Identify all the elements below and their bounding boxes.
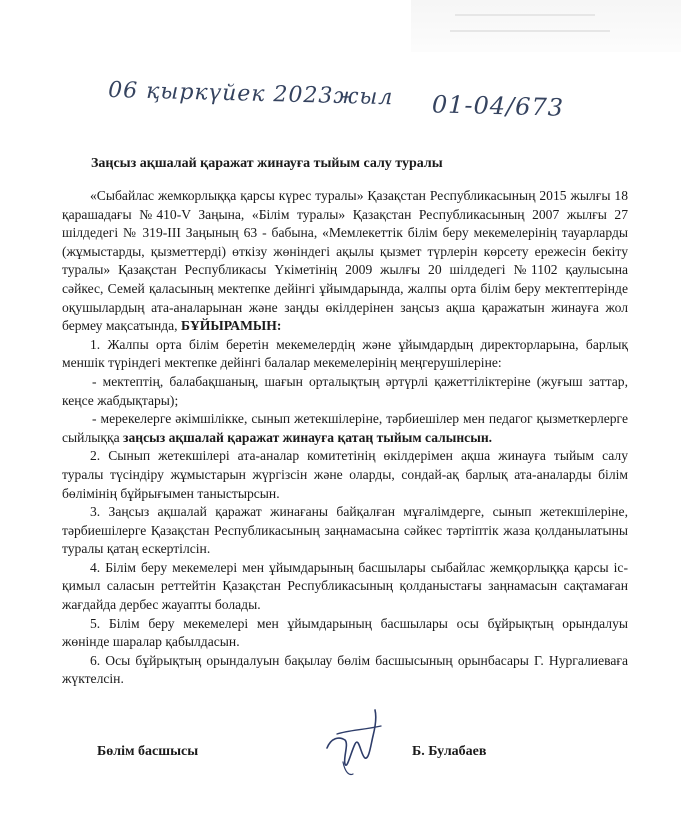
dash-item-1: - мектептің, балабақшаның, шағын орталықтың әртүрлі қажеттіліктеріне (жуғыш заттар, кеңсе жабдықтары); — [62, 373, 628, 408]
handwritten-number: 01-04/673 — [431, 90, 565, 122]
dash-item-2 — [62, 410, 628, 447]
handwritten-registration — [107, 72, 578, 130]
item-6: 6. Осы бұйрықтың орындалуын бақылау бөлім басшысының орынбасары Г. Нургалиеваға жүктелсін. — [62, 652, 628, 687]
scan-mark — [450, 30, 610, 32]
signatory-position: Бөлім басшысы — [97, 744, 199, 759]
preamble-paragraph — [62, 187, 628, 336]
dash-item-2-text: - мерекелерге әкімшілікке, сынып жетекшілеріне, тәрбиешілер мен педагог қызметкерлерге сыйлыққа — [62, 411, 628, 445]
order-word: БҰЙЫРАМЫН: — [181, 318, 282, 334]
signatory-name: Б. Булабаев — [412, 744, 487, 759]
item-5: 5. Білім беру мекемелері мен ұйымдарының басшылары осы бұйрықтың орындалуы жөнінде шаралар қабылдасын. — [62, 615, 628, 650]
handwritten-date: 06 қыркүйек 2023жыл — [107, 77, 394, 111]
item-4: 4. Білім беру мекемелері мен ұйымдарының басшылары сыбайлас жемқорлыққа қарсы іс-қимыл саласын реттейтін Қазақстан Республикасының қолданыстағы заңнамасын сақтамаған жағдайда дербес жауапты болады. — [62, 559, 628, 613]
preamble-text: «Сыбайлас жемкорлыққа қарсы күрес туралы» Қазақстан Республикасының 2015 жылғы 18 қарашадағы №410-V Заңына, «Білім туралы» Қазақстан Республикасының 2007 жылғы 27 шілдедегі № 319-III Заңының 63 - бабына, «Мемлекеттік білім беру мекемелерінің тауарларды (жұмыстарды, қызметтерді) өткізу жөніндегі ақылы қызмет түрлерін көрсету ережесін бекіту туралы» Қазақстан Республикасы Үкіметінің 2009 жылғы 20 шілдедегі №1102 қаулысына сәйкес, Семей қаласының мектепке дейінгі ұйымдарында, жалпы орта білім беру мектептерінде оқушылардың ата-аналарынан және заңды өкілдерінен заңсыз ақша қаражатын жинауға жол бермеу мақсатында, — [62, 188, 628, 334]
document-title: Заңсыз ақшалай қаражат жинауға тыйым салу туралы — [91, 156, 443, 171]
handwritten-signature — [315, 700, 395, 780]
dash-item-2-bold: заңсыз ақшалай қаражат жинауға қатаң тыйым салынсын. — [123, 429, 493, 445]
item-1: 1. Жалпы орта білім беретін мекемелердің және ұйымдардың директорларына, барлық меншік түріндегі мектепке дейінгі балалар мекемелерінің меңгерушілеріне: — [62, 336, 628, 371]
scan-mark — [455, 14, 595, 16]
scan-shadow — [411, 0, 681, 52]
item-3: 3. Заңсыз ақшалай қаражат жинағаны байқалған мұғалімдерге, сынып жетекшілеріне, тәрбиешілерге Қазақстан Республикасының заңнамасына сәйкес тәртіптік жаза қолданылатыны туралы қатаң ескертілсін. — [62, 504, 628, 557]
item-2: 2. Сынып жетекшілері ата-аналар комитетінің өкілдерімен ақша жинауға тыйым салу туралы түсіндіру жұмыстарын жүргізсін және оларды, сондай-ақ барлық ата-аналарды білім бөлімінің бұйрығымен таныстырсын. — [62, 448, 628, 501]
document-body — [62, 187, 628, 689]
